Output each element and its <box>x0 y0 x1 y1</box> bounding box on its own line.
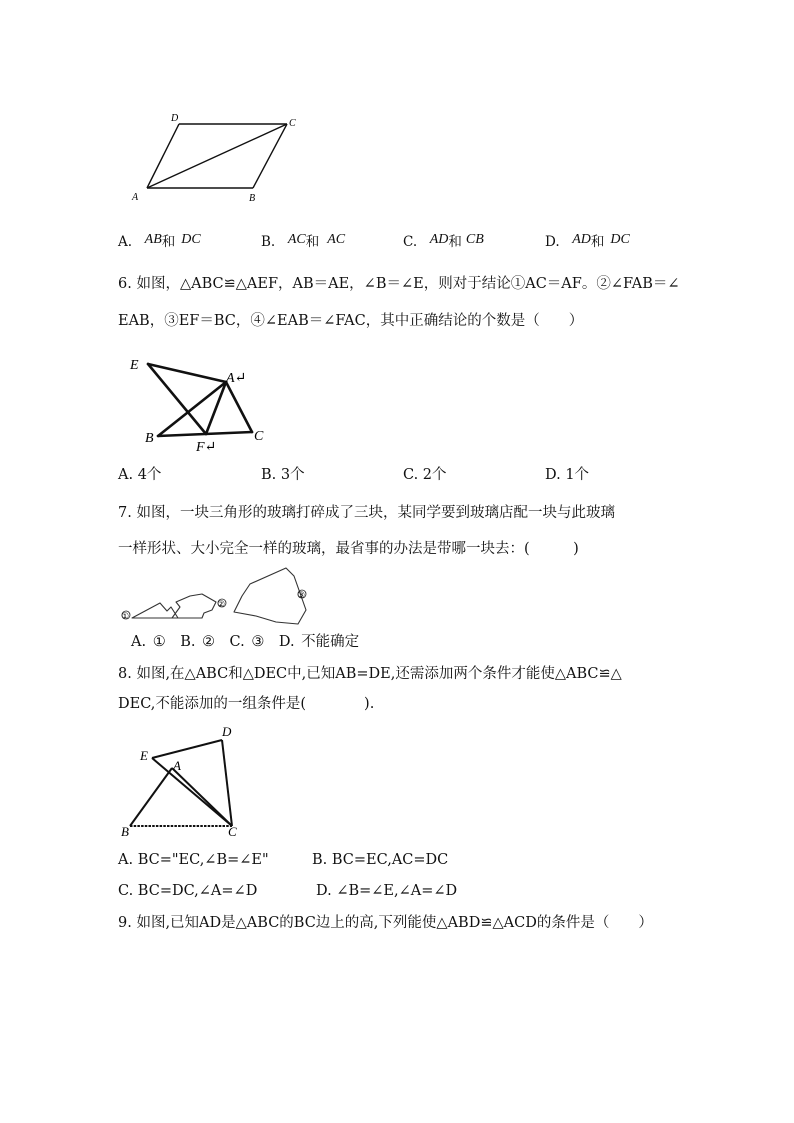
q6-label-B: B <box>145 431 154 446</box>
q8-label-B: B <box>121 824 129 839</box>
q6-label-C: C <box>254 429 264 444</box>
q6-option-c: C. 2个 <box>403 467 447 483</box>
q7-marker-1: ① <box>121 611 130 621</box>
q6-label-F: F↵ <box>196 440 217 455</box>
q5-option-a: A. AB和 DC <box>118 232 201 250</box>
q6-stem-line2: EAB，③EF＝BC，④∠EAB＝∠FAC，其中正确结论的个数是（ ） <box>118 313 584 329</box>
q5-label-A: A <box>132 192 139 203</box>
q5-label-D: D <box>171 113 179 124</box>
q5-side-bc <box>253 124 287 188</box>
q6-option-d: D. 1个 <box>545 467 590 483</box>
q7-options: A. ① B. ② C. ③ D. 不能确定 <box>131 634 360 650</box>
q8-label-E: E <box>140 748 148 763</box>
q6-seg-ac <box>226 382 252 432</box>
q8-option-c: C. BC=DC,∠A=∠D <box>118 883 258 899</box>
q8-option-a: A. BC="EC,∠B=∠E" <box>118 852 269 868</box>
q7-stem-line1: 7. 如图，一块三角形的玻璃打碎成了三块，某同学要到玻璃店配一块与此玻璃 <box>118 505 615 521</box>
q7-stem-line2: 一样形状、大小完全一样的玻璃，最省事的办法是带哪一块去：( ) <box>118 541 579 557</box>
q8-label-A: A <box>173 758 181 773</box>
q7-piece-3 <box>234 568 306 624</box>
q6-option-b: B. 3个 <box>261 467 305 483</box>
q6-label-A: A↵ <box>226 371 247 386</box>
q8-seg-ba <box>130 768 172 826</box>
q8-figure <box>116 722 256 840</box>
q9-stem-line1: 9. 如图,已知AD是△ABC的BC边上的高,下列能使△ABD≌△ACD的条件是（ ） <box>118 915 653 931</box>
q8-option-d: D. ∠B=∠E,∠A=∠D <box>316 883 458 899</box>
q5-label-C: C <box>289 118 296 129</box>
q7-piece-1 <box>132 603 178 618</box>
q5-label-B: B <box>249 193 256 204</box>
q8-option-b: B. BC=EC,AC=DC <box>312 852 449 868</box>
q5-option-c: C. AD和 CB <box>403 232 484 250</box>
q8-label-C: C <box>228 824 237 839</box>
q6-figure <box>128 352 278 457</box>
q8-seg-dc <box>222 740 232 826</box>
q6-stem-line1: 6. 如图，△ABC≌△AEF，AB＝AE，∠B＝∠E，则对于结论①AC＝AF。②∠FAB＝∠ <box>118 276 680 292</box>
q7-figure <box>118 566 318 626</box>
q8-stem-line2: DEC,不能添加的一组条件是( ). <box>118 696 375 712</box>
q5-side-da <box>147 124 179 188</box>
q5-option-d: D. AD和 DC <box>545 232 630 250</box>
q7-marker-3: ③ <box>297 590 306 600</box>
q5-option-b: B. AC和 AC <box>261 232 346 250</box>
q7-piece-2 <box>172 594 216 618</box>
q8-label-D: D <box>222 724 232 739</box>
q5-figure <box>125 108 315 208</box>
q8-seg-ec <box>152 758 232 826</box>
q5-diagonal-ac <box>147 124 287 188</box>
q8-stem-line1: 8. 如图,在△ABC和△DEC中,已知AB=DE,还需添加两个条件才能使△ABC≌△ <box>118 666 622 682</box>
q8-seg-ed <box>152 740 222 758</box>
q7-piece-markers <box>122 590 306 619</box>
q7-marker-2: ② <box>217 599 226 609</box>
q6-label-E: E <box>130 358 139 373</box>
q8-seg-ac <box>172 768 232 826</box>
q6-option-a: A. 4个 <box>118 467 162 483</box>
